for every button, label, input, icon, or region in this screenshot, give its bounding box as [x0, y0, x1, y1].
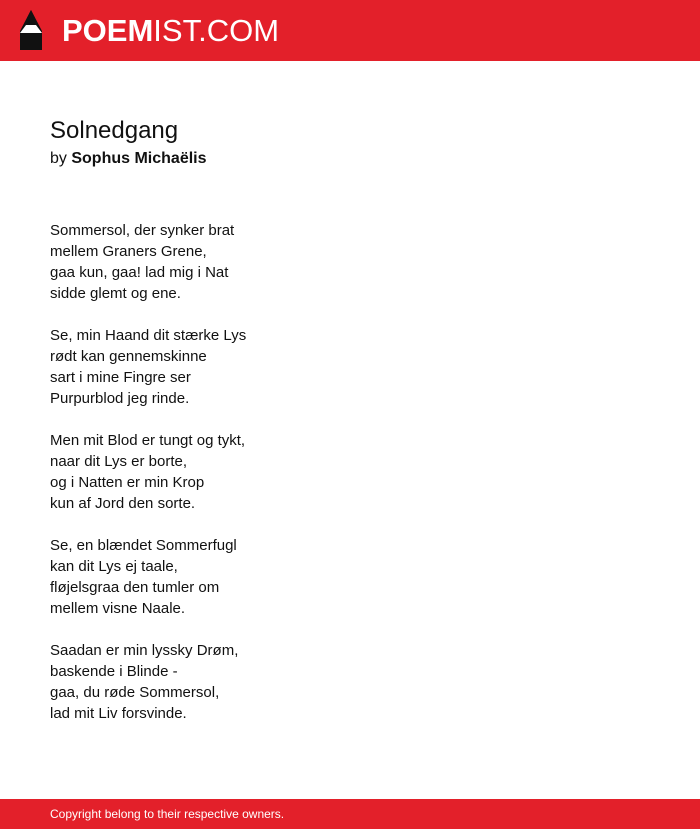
poem-line: Se, en blændet Sommerfugl [50, 537, 237, 554]
stanza [50, 430, 650, 514]
stanza [50, 325, 650, 409]
poem-line: Sommersol, der synker brat [50, 222, 235, 239]
poem-line: og i Natten er min Krop [50, 474, 205, 491]
poem-line: kan dit Lys ej taale, [50, 558, 178, 575]
poem-line: gaa kun, gaa! lad mig i Nat [50, 264, 229, 281]
poem-line: kun af Jord den sorte. [50, 495, 196, 512]
stanza [50, 220, 650, 304]
poem-line: lad mit Liv forsvinde. [50, 705, 187, 722]
poem-line: Men mit Blod er tungt og tykt, [50, 432, 246, 449]
pencil-icon[interactable] [18, 9, 44, 51]
author-name[interactable]: Sophus Michaëlis [71, 150, 207, 167]
poem-line: Purpurblod jeg rinde. [50, 390, 190, 407]
logo-light-text: IST.COM [153, 13, 280, 48]
poem-content [50, 114, 650, 745]
copyright-text: Copyright belong to their respective owners. [50, 807, 285, 821]
poem-body [50, 220, 650, 724]
poem-line: fløjelsgraa den tumler om [50, 579, 220, 596]
poem-title: Solnedgang [50, 117, 179, 144]
stanza [50, 535, 650, 619]
poem-line: sidde glemt og ene. [50, 285, 181, 302]
site-header [0, 0, 700, 61]
poem-line: Saadan er min lyssky Drøm, [50, 642, 239, 659]
site-footer [0, 799, 700, 829]
logo-bold-text: POEM [62, 13, 154, 48]
poem-line: baskende i Blinde - [50, 663, 178, 680]
by-label: by [50, 150, 67, 167]
poem-line: rødt kan gennemskinne [50, 348, 207, 365]
poem-line: sart i mine Fingre ser [50, 369, 191, 386]
stanza [50, 640, 650, 724]
poem-line: mellem Graners Grene, [50, 243, 207, 260]
poem-line: Se, min Haand dit stærke Lys [50, 327, 247, 344]
poem-line: gaa, du røde Sommersol, [50, 684, 220, 701]
poem-line: naar dit Lys er borte, [50, 453, 188, 470]
poem-line: mellem visne Naale. [50, 600, 186, 617]
byline [50, 148, 650, 170]
site-logo[interactable] [62, 11, 279, 51]
